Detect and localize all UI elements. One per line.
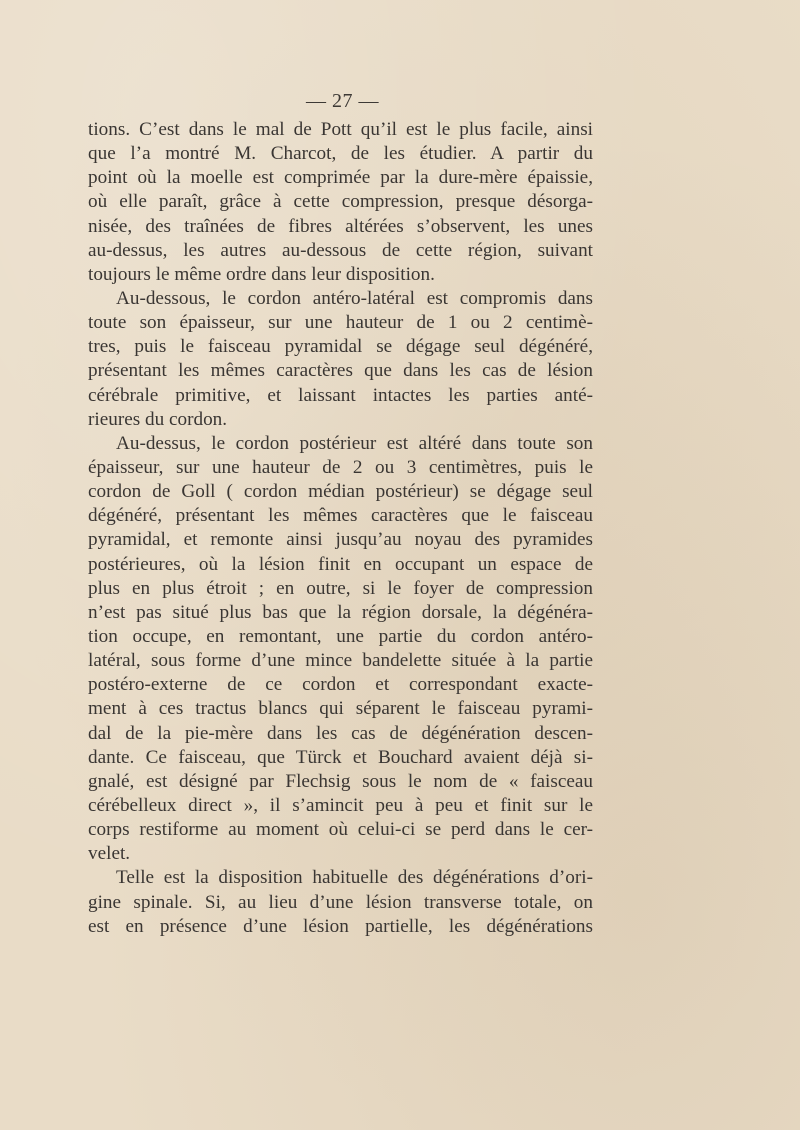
text-line: est en présence d’une lésion partielle, les dégénérations — [88, 915, 593, 937]
text-line: postérieures, où la lésion finit en occupant un espace de — [88, 553, 593, 575]
text-line: postéro-externe de ce cordon et correspondant exacte- — [88, 674, 593, 696]
body-text — [88, 118, 593, 939]
text-line: pyramidal, et remonte ainsi jusqu’au noyau des pyramides — [88, 529, 593, 551]
text-line: que l’a montré M. Charcot, de les étudier. A partir du — [88, 143, 593, 165]
text-line: tres, puis le faisceau pyramidal se dégage seul dégénéré, — [88, 336, 593, 358]
text-line: Telle est la disposition habituelle des dégénérations d’ori- — [116, 867, 593, 889]
text-line: plus en plus étroit ; en outre, si le foyer de compression — [88, 577, 593, 599]
text-line: latéral, sous forme d’une mince bandelette située à la partie — [88, 650, 593, 672]
text-line: gnalé, est désigné par Flechsig sous le nom de « faisceau — [88, 770, 593, 792]
text-line: dante. Ce faisceau, que Türck et Bouchard avaient déjà si- — [88, 746, 593, 768]
text-line: où elle paraît, grâce à cette compression, presque désorga- — [88, 191, 593, 213]
text-line: cérébelleux direct », il s’amincit peu à peu et finit sur le — [88, 794, 593, 816]
text-line: tion occupe, en remontant, une partie du cordon antéro- — [88, 625, 593, 647]
text-line: gine spinale. Si, au lieu d’une lésion transverse totale, on — [88, 891, 593, 913]
text-line: tions. C’est dans le mal de Pott qu’il est le plus facile, ainsi — [88, 119, 593, 140]
text-line: toujours le même ordre dans leur disposition. — [88, 263, 435, 285]
text-line: Au-dessous, le cordon antéro-latéral est compromis dans — [116, 287, 593, 309]
text-line: velet. — [88, 843, 131, 865]
text-line: toute son épaisseur, sur une hauteur de 1 ou 2 centimè- — [88, 312, 593, 334]
text-line: au-dessus, les autres au-dessous de cette région, suivant — [88, 239, 593, 261]
text-line: cordon de Goll ( cordon médian postérieur) se dégage seul — [88, 481, 593, 503]
text-line: point où la moelle est comprimée par la dure-mère épaissie, — [88, 167, 593, 189]
page-number: — 27 — — [306, 90, 379, 112]
text-line: dégénéré, présentant les mêmes caractères que le faisceau — [88, 505, 593, 527]
text-line: épaisseur, sur une hauteur de 2 ou 3 centimètres, puis le — [88, 456, 593, 478]
text-line: cérébrale primitive, et laissant intactes les parties anté- — [88, 384, 593, 406]
text-line: présentant les mêmes caractères que dans les cas de lésion — [88, 360, 593, 382]
text-line: dal de la pie-mère dans les cas de dégénération descen- — [88, 722, 593, 744]
text-line: rieures du cordon. — [88, 408, 228, 430]
text-line: n’est pas situé plus bas que la région dorsale, la dégénéra- — [88, 601, 593, 623]
text-line: ment à ces tractus blancs qui séparent le faisceau pyrami- — [88, 698, 593, 720]
text-line: Au-dessus, le cordon postérieur est altéré dans toute son — [116, 432, 593, 454]
text-line: nisée, des traînées de fibres altérées s’observent, les unes — [88, 215, 593, 237]
text-line: corps restiforme au moment où celui-ci se perd dans le cer- — [88, 819, 593, 841]
